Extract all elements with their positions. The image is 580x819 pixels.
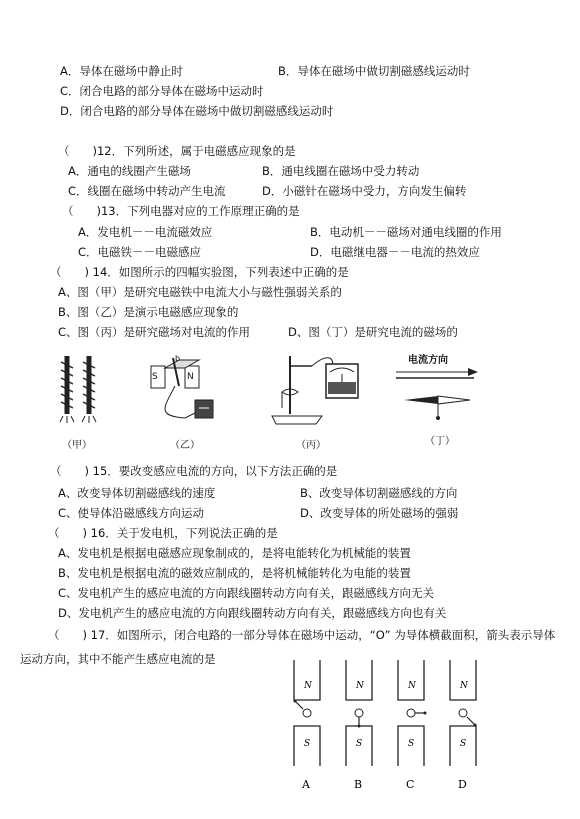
q16-option-a: A、发电机是根据电磁感应现象制成的，是将电能转化为机械能的装置	[58, 546, 411, 560]
figure-jia-caption: （甲）	[62, 440, 92, 451]
figure-bing-apparatus	[268, 352, 363, 432]
q15-option-c: C、使导体沿磁感线方向运动	[58, 506, 205, 520]
q17-magnets-svg	[290, 658, 490, 798]
q11-option-a: A．导体在磁场中静止时	[60, 64, 183, 78]
q17-motion-arrow	[467, 717, 475, 725]
q17-s-label: S	[408, 739, 415, 749]
figure-yi-n-pole: N	[187, 372, 194, 382]
figure-yi-caption: （乙）	[170, 440, 200, 451]
q11-option-d: D．闭合电路的部分导体在磁场中做切割磁感线运动时	[60, 104, 334, 118]
q17-option-label: C	[406, 778, 415, 791]
q12-stem: （ )12．下列所述，属于电磁感应现象的是	[58, 144, 296, 158]
q17-conductor	[407, 709, 415, 717]
q11-option-b: B．导体在磁场中做切割磁感线运动时	[278, 64, 470, 78]
q16-option-c: C、发电机产生的感应电流的方向跟线圈转动方向有关，跟磁感线方向无关	[58, 586, 435, 600]
figure-yi-s-pole: S	[152, 372, 158, 382]
q17-conductor	[459, 709, 467, 717]
q13-option-a: A．发电机－－电流磁效应	[78, 225, 213, 239]
q12-option-d: D．小磁针在磁场中受力，方向发生偏转	[262, 184, 467, 198]
q17-diagram-c	[398, 660, 427, 791]
q17-n-label: N	[304, 681, 312, 691]
q15-stem: （ ) 15．要改变感应电流的方向，以下方法正确的是	[50, 464, 338, 478]
q17-s-label: S	[460, 739, 467, 749]
q17-conductor	[355, 709, 363, 717]
q12-option-b: B．通电线圈在磁场中受力转动	[262, 164, 420, 178]
q13-option-c: C．电磁铁－－电磁感应	[78, 245, 202, 259]
q16-option-b: B、发电机是根据电流的磁效应制成的，是将机械能转化为电能的装置	[58, 566, 411, 580]
figure-yi-b-mark: b	[175, 354, 181, 363]
figure-yi-induction-setup	[145, 356, 225, 432]
q17-north-magnet	[398, 660, 424, 700]
q17-n-label: N	[408, 681, 416, 691]
q14-stem: （ ) 14．如图所示的四幅实验图，下列表述中正确的是	[50, 265, 349, 279]
q12-option-a: A．通电的线圈产生磁场	[68, 164, 191, 178]
q17-figure	[290, 658, 490, 798]
q17-diagram-b	[346, 660, 372, 791]
q14-option-b: B、图（乙）是演示电磁感应现象的	[58, 305, 239, 319]
q13-option-b: B．电动机－－磁场对通电线圈的作用	[310, 225, 502, 239]
q13-stem: （ )13．下列电器对应的工作原理正确的是	[62, 204, 300, 218]
q17-diagram-a	[294, 660, 321, 791]
figure-bing-caption: （丙）	[296, 440, 326, 451]
q15-option-d: D、改变导体的所处磁场的强弱	[300, 506, 459, 520]
figure-ding-current-direction-label: 电流方向	[408, 355, 448, 366]
q17-motion-arrow	[295, 701, 303, 709]
q14-option-d: D、图（丁）是研究电流的磁场的	[288, 325, 458, 339]
q17-north-magnet	[450, 660, 476, 700]
q17-conductor	[303, 709, 311, 717]
q17-arrow-head	[358, 725, 361, 728]
q17-diagram-d	[450, 660, 477, 791]
figure-ding-caption: （丁）	[425, 436, 455, 447]
q17-arrow-head	[474, 724, 477, 727]
q17-n-label: N	[356, 681, 364, 691]
q17-option-label: A	[302, 778, 310, 791]
q17-stem-line2: 运动方向，其中不能产生感应电流的是	[20, 652, 216, 666]
figure-ding-compass-setup	[392, 366, 482, 426]
q13-option-d: D．电磁继电器－－电流的热效应	[310, 245, 480, 259]
q14-option-c: C、图（丙）是研究磁场对电流的作用	[58, 325, 251, 339]
q17-option-label: D	[458, 778, 467, 791]
q17-arrow-head	[294, 700, 297, 703]
q17-north-magnet	[346, 660, 372, 700]
q12-option-c: C．线圈在磁场中转动产生电流	[68, 184, 226, 198]
q17-n-label: N	[460, 681, 468, 691]
figure-jia-electromagnets	[55, 352, 105, 432]
q14-option-a: A、图（甲）是研究电磁铁中电流大小与磁性强弱关系的	[58, 285, 342, 299]
q17-s-label: S	[304, 739, 311, 749]
q15-option-b: B、改变导体切割磁感线的方向	[300, 486, 458, 500]
q17-stem-line1: （ ) 17．如图所示，闭合电路的一部分导体在磁场中运动，“O” 为导体横截面积，箭头表示导体	[48, 628, 556, 642]
q15-option-a: A、改变导体切割磁感线的速度	[58, 486, 216, 500]
q17-s-label: S	[356, 739, 363, 749]
q11-option-c: C．闭合电路的部分导体在磁场中运动时	[60, 84, 264, 98]
q16-stem: （ ) 16．关于发电机，下列说法正确的是	[48, 526, 278, 540]
q17-north-magnet	[294, 660, 320, 700]
q17-option-label: B	[354, 778, 363, 791]
q17-arrow-head	[424, 712, 427, 715]
q16-option-d: D、发电机产生的感应电流的方向跟线圈转动方向有关，跟磁感线方向也有关	[58, 606, 447, 620]
